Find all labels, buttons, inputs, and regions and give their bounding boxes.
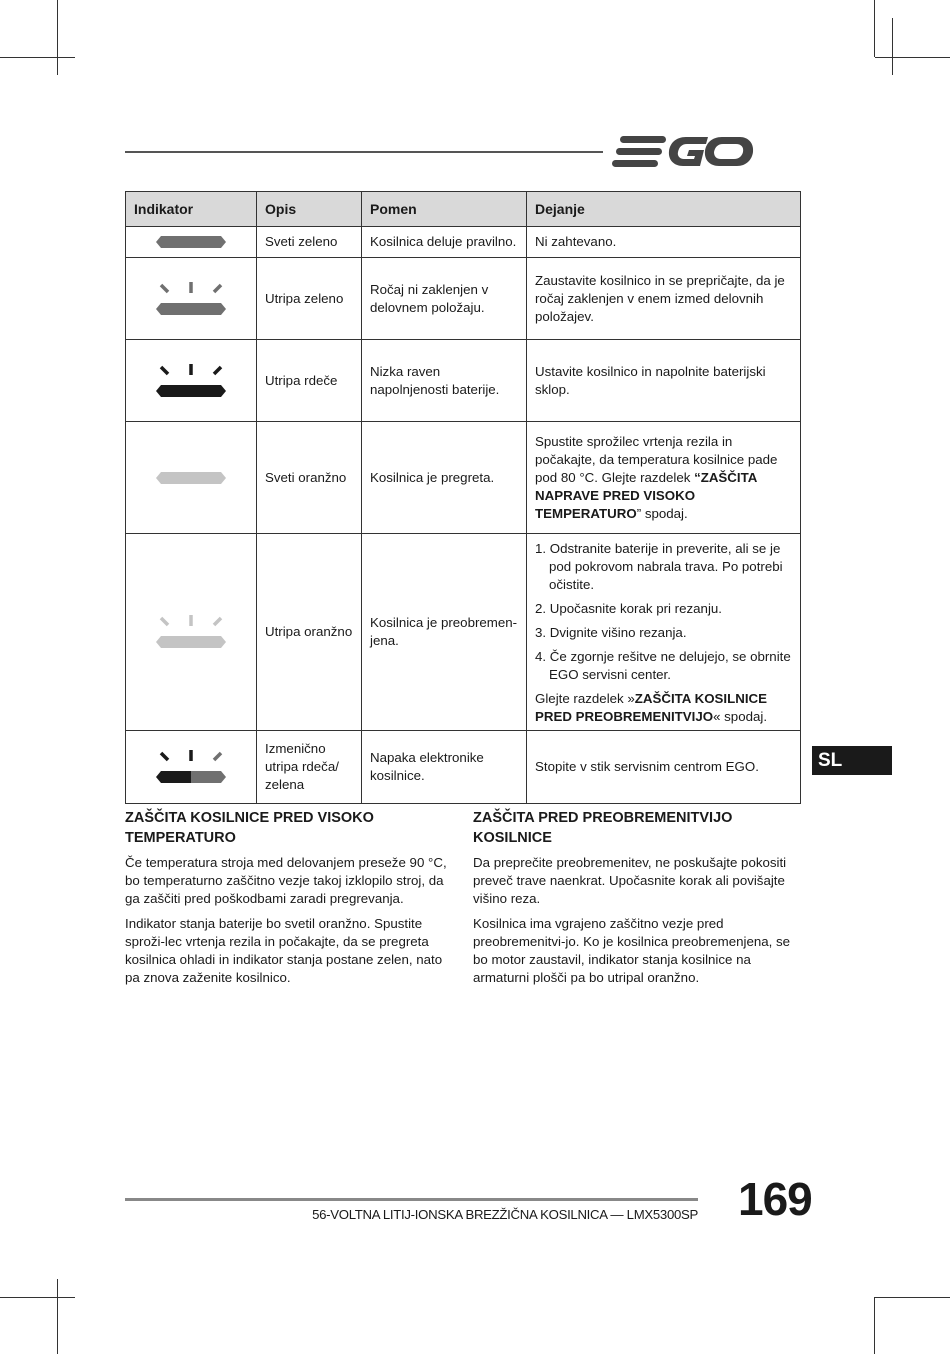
opis-cell: Sveti oranžno (257, 422, 362, 534)
list-item: 4. Če zgornje rešitve ne delujejo, se obrnite EGO servisni center. (535, 649, 791, 682)
list-item: 3. Dvignite višino rezanja. (535, 625, 687, 640)
alternating-red-green-bar-icon (156, 749, 226, 785)
indicator-cell (126, 227, 257, 258)
crop-mark (57, 0, 58, 75)
dejanje-cell: Ustavite kosilnico in napolnite baterijski sklop. (527, 340, 801, 422)
blinking-red-bar-icon (156, 363, 226, 399)
blinking-orange-bar-icon (156, 614, 226, 650)
crop-mark (875, 1297, 950, 1298)
crop-mark (874, 1297, 875, 1354)
blinking-green-bar-icon (156, 281, 226, 317)
indicator-cell (126, 731, 257, 804)
language-tab: SL (812, 746, 892, 775)
table-row (126, 422, 801, 534)
table-row (126, 258, 801, 340)
opis-cell: Utripa rdeče (257, 340, 362, 422)
table-row (126, 731, 801, 804)
column-header-pomen: Pomen (362, 192, 527, 227)
indicator-cell (126, 258, 257, 340)
section-reference: “ZAŠČITA NAPRAVE PRED VISOKO TEMPERATURO (535, 469, 757, 521)
header-rule (125, 151, 603, 153)
crop-mark (0, 57, 75, 58)
solid-green-bar-icon (156, 235, 226, 249)
note-text: « spodaj. (713, 709, 768, 724)
dejanje-cell (527, 422, 801, 534)
opis-cell: Utripa zeleno (257, 258, 362, 340)
dejanje-text: ” spodaj. (636, 505, 688, 521)
list-item: 2. Upočasnite korak pri rezanju. (535, 601, 722, 616)
indicator-cell (126, 340, 257, 422)
table-row (126, 534, 801, 731)
opis-cell: Sveti zeleno (257, 227, 362, 258)
section-overload (473, 808, 803, 993)
dejanje-cell: Zaustavite kosilnico in se prepričajte, da je ročaj zaklenjen v enem izmed delovnih položajev. (527, 258, 801, 340)
note-text: Glejte razdelek » (535, 691, 635, 706)
dejanje-cell: Ni zahtevano. (527, 227, 801, 258)
pomen-cell: Kosilnica je preobremen-jena. (362, 534, 527, 731)
crop-mark (874, 0, 875, 57)
section-title: ZAŠČITA PRED PREOBREMENITVIJO KOSILNICE (473, 810, 733, 846)
section-high-temperature (125, 808, 447, 993)
crop-mark (0, 1297, 75, 1298)
column-header-indicator: Indikator (126, 192, 257, 227)
dejanje-cell: Stopite v stik servisnim centrom EGO. (527, 731, 801, 804)
paragraph: Indikator stanja baterije bo svetil oranžno. Spustite sproži-lec vrtenja rezila in počakajte, da se pregreta kosilnica ohladi in indikator stanja postane zelen, nato pa znova zaženite kosilnico. (125, 915, 443, 986)
pomen-cell: Nizka raven napolnjenosti baterije. (362, 340, 527, 422)
paragraph: Če temperatura stroja med delovanjem preseže 90 °C, bo temperaturno zaščitno vezje takoj izklopilo stroj, da ga zaščiti pred poškodbami zaradi pregrevanja. (125, 855, 447, 907)
opis-cell: Izmenično utripa rdeča/ zelena (257, 731, 362, 804)
pomen-cell: Napaka elektronike kosilnice. (362, 731, 527, 804)
opis-cell: Utripa oranžno (257, 534, 362, 731)
section-reference: ZAŠČITA KOSILNICE PRED PREOBREMENITVIJO (535, 691, 768, 724)
dejanje-text: Spustite sprožilec vrtenja rezila in počakajte, da temperatura kosilnice pade pod 80 °C. Glejte razdelek (535, 433, 778, 485)
paragraph: Kosilnica ima vgrajeno zaščitno vezje pred preobremenitvi-jo. Ko je kosilnica preobremenjena, se bo motor zaustavil, indikator stanja kosilnice na armaturni plošči pa bo utripal oranžno. (473, 915, 791, 986)
pomen-cell: Kosilnica je pregreta. (362, 422, 527, 534)
reference-note (535, 690, 792, 726)
table-header-row (126, 192, 801, 227)
crop-mark (875, 57, 950, 58)
indicator-cell (126, 422, 257, 534)
column-header-opis: Opis (257, 192, 362, 227)
footer-rule (125, 1198, 698, 1201)
pomen-cell: Ročaj ni zaklenjen v delovnem položaju. (362, 258, 527, 340)
solid-orange-bar-icon (156, 471, 226, 485)
crop-mark (57, 1279, 58, 1354)
column-header-dejanje: Dejanje (527, 192, 801, 227)
table-row (126, 227, 801, 258)
ego-logo (612, 126, 802, 176)
list-item: 1. Odstranite baterije in preverite, ali se je pod pokrovom nabrala trava. Po potrebi očistite. (535, 541, 783, 592)
crop-mark (892, 18, 893, 75)
table-row (126, 340, 801, 422)
troubleshooting-steps (535, 540, 792, 684)
pomen-cell: Kosilnica deluje pravilno. (362, 227, 527, 258)
indicator-table (125, 191, 801, 804)
page-number: 169 (738, 1173, 812, 1225)
dejanje-cell (527, 534, 801, 731)
section-title: ZAŠČITA KOSILNICE PRED VISOKO TEMPERATURO (125, 810, 374, 846)
paragraph: Da preprečite preobremenitev, ne poskušajte pokositi preveč trave naenkrat. Upočasnite korak ali povišajte višino reza. (473, 855, 787, 907)
footer-product-name: 56-VOLTNA LITIJ-IONSKA BREZŽIČNA KOSILNICA — LMX5300SP (312, 1207, 698, 1222)
indicator-cell (126, 534, 257, 731)
